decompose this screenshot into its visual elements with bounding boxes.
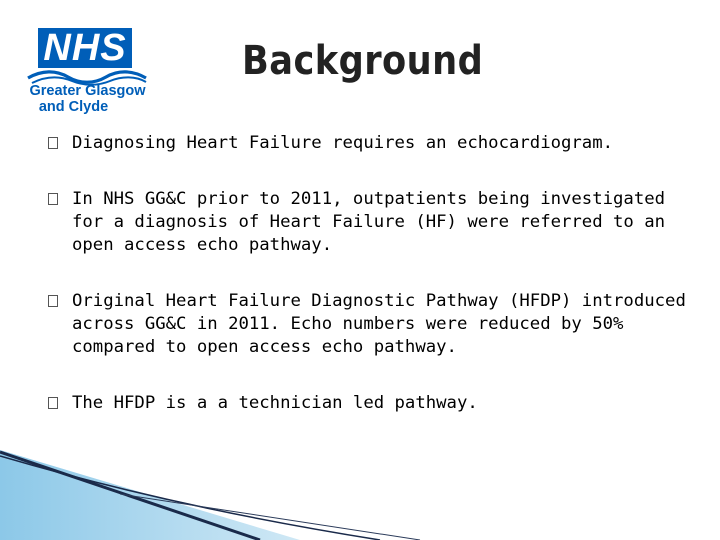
bullet-text: The HFDP is a a technician led pathway.	[72, 393, 478, 413]
bullet-item	[48, 132, 688, 155]
bullet-item	[48, 290, 688, 359]
bullet-item	[48, 188, 688, 257]
corner-swoosh-decoration	[0, 450, 720, 540]
bullet-text: In NHS GG&C prior to 2011, outpatients being investigated for a diagnosis of Heart Failure (HF) were referred to an open access echo pathway.	[72, 189, 666, 255]
bullet-text: Original Heart Failure Diagnostic Pathway (HFDP) introduced across GG&C in 2011. Echo numbers were reduced by 50% compared to open access echo pathway.	[72, 291, 686, 357]
bullet-list	[48, 132, 688, 415]
square-bullet-icon	[48, 295, 58, 307]
square-bullet-icon	[48, 137, 58, 149]
square-bullet-icon	[48, 193, 58, 205]
logo-org-line-1: Greater Glasgow	[29, 83, 146, 99]
nhs-ggc-logo	[20, 22, 155, 117]
bullet-text: Diagnosing Heart Failure requires an echocardiogram.	[72, 133, 614, 153]
logo-org-line-2: and Clyde	[38, 99, 109, 115]
slide-title: Background	[242, 38, 484, 84]
square-bullet-icon	[48, 397, 58, 409]
bullet-item	[48, 392, 688, 415]
nhs-logo-mark: NHS	[38, 28, 132, 68]
